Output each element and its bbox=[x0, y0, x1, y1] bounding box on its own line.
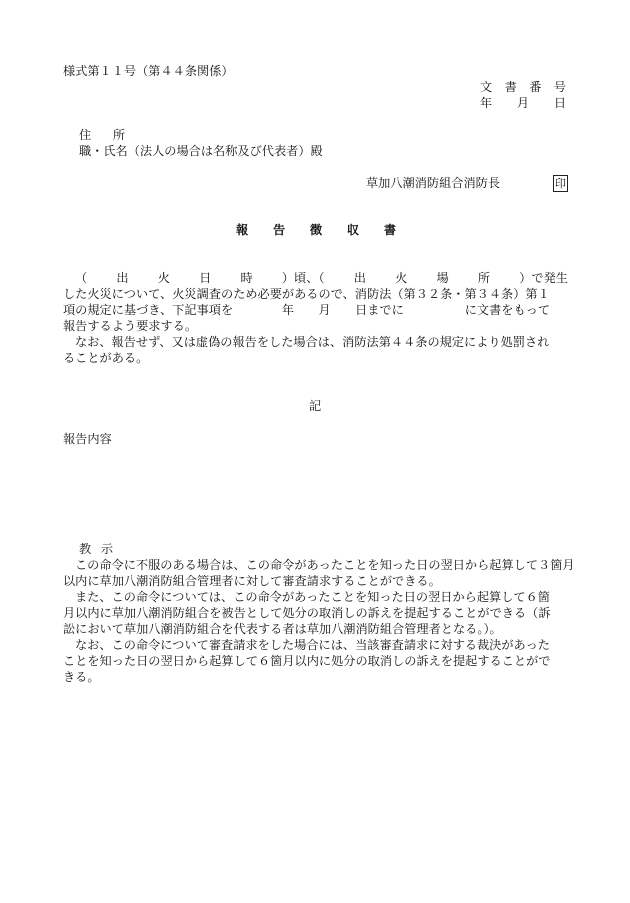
report-content-label: 報告内容 bbox=[63, 432, 112, 446]
document-number-label: 文 書 番 号 bbox=[480, 80, 566, 94]
instruction-heading: 教 示 bbox=[79, 542, 113, 556]
text-line: なお、報告せず、又は虚偽の報告をした場合は、消防法第４４条の規定により処罰され bbox=[75, 335, 550, 349]
seal-mark: 印 bbox=[555, 177, 566, 190]
text-line: 月以内に草加八潮消防組合を被告として処分の取消しの訴えを提起することができる（訴 bbox=[63, 606, 551, 620]
form-number: 様式第１１号（第４４条関係） bbox=[63, 64, 234, 78]
request-paragraph bbox=[63, 270, 568, 366]
text-line: 報告するよう要求する。 bbox=[63, 319, 198, 333]
address-label: 住 所 bbox=[79, 128, 125, 142]
ki-heading: 記 bbox=[309, 399, 322, 413]
document-title: 報 告 徴 収 書 bbox=[236, 223, 396, 237]
instruction-paragraphs bbox=[63, 557, 575, 685]
fire-datetime-location-line: （ 出 火 日 時 ）頃、（ 出 火 場 所 ）で発生 bbox=[75, 271, 568, 285]
text-line: 項の規定に基づき、下記事項を 年 月 日までに に文書をもって bbox=[63, 303, 551, 317]
recipient-label: 職・氏名（法人の場合は名称及び代表者）殿 bbox=[79, 144, 323, 158]
text-line: 訟において草加八潮消防組合を代表する者は草加八潮消防組合管理者となる。）。 bbox=[63, 622, 502, 636]
text-line: また、この命令については、この命令があったことを知った日の翌日から起算して６箇 bbox=[75, 590, 550, 604]
text-line: ことを知った日の翌日から起算して６箇月以内に処分の取消しの訴えを提起することがで bbox=[63, 654, 551, 668]
text-line: ることがある。 bbox=[63, 351, 149, 365]
text-line: した火災について、火災調査のため必要があるので、消防法（第３２条・第３４条）第１ bbox=[63, 287, 550, 301]
date-label: 年 月 日 bbox=[480, 96, 566, 110]
text-line: 以内に草加八潮消防組合管理者に対して審査請求することができる。 bbox=[63, 574, 441, 588]
text-line: きる。 bbox=[63, 670, 100, 684]
text-line: この命令に不服のある場合は、この命令があったことを知った日の翌日から起算して３箇月 bbox=[75, 558, 575, 572]
text-line: なお、この命令について審査請求をした場合には、当該審査請求に対する裁決があった bbox=[75, 638, 550, 652]
issuer-name: 草加八潮消防組合消防長 bbox=[366, 176, 501, 190]
